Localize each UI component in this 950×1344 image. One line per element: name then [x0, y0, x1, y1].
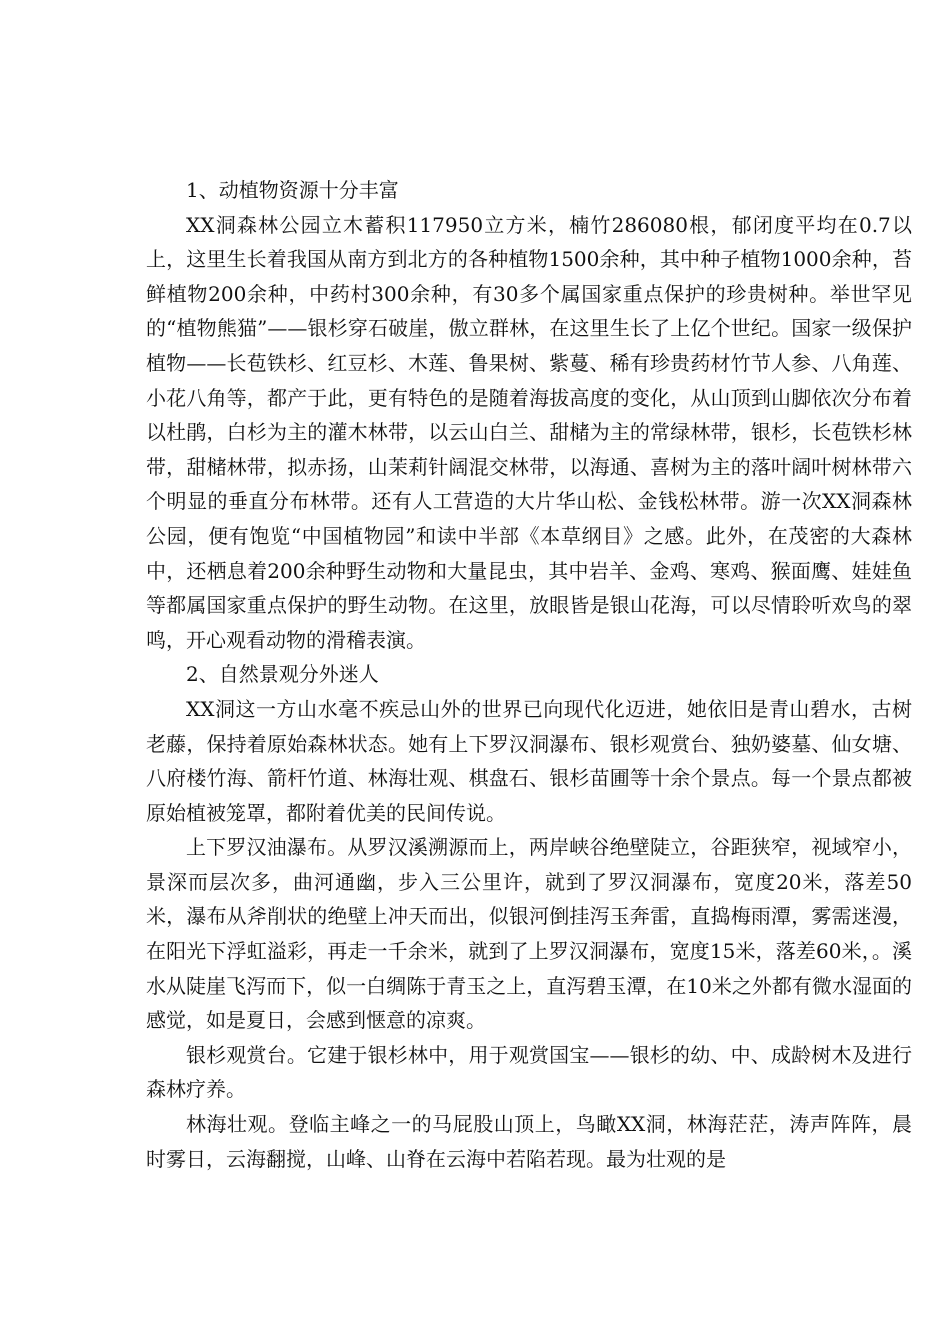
paragraph-forest-sea: 林海壮观。登临主峰之一的马屁股山顶上，鸟瞰XX洞，林海茫茫，涛声阵阵，晨时雾日，云海翻搅，山峰、山脊在云海中若陷若现。最为壮观的是 [146, 1112, 912, 1171]
paragraph-luohan-waterfall: 上下罗汉油瀑布。从罗汉溪溯源而上，两岸峡谷绝壁陡立，谷距狭窄，视域窄小，景深而层次多，曲河通幽，步入三公里许，就到了罗汉洞瀑布，宽度20米，落差50米，瀑布从斧削状的绝壁上冲天而出，似银河倒挂泻玉奔雷，直捣梅雨潭，雾需迷漫，在阳光下浮虹溢彩，再走一千余米，就到了上罗汉洞瀑布，宽度15米，落差60米，。溪水从陡崖飞泻而下，似一白绸陈于青玉之上，直泻碧玉潭，在10米之外都有微水湿面的感觉，如是夏日，会感到惬意的凉爽。 [146, 835, 912, 1033]
document-body [146, 173, 912, 1176]
paragraph-flora-fauna: XX洞森林公园立木蓄积117950立方米，楠竹286080根，郁闭度平均在0.7以上，这里生长着我国从南方到北方的各种植物1500余种，其中种子植物1000余种，苔鲜植物200余种，中药村300余种，有30多个属国家重点保护的珍贵树种。举世罕见的“植物熊猫”——银杉穿石破崖，傲立群林，在这里生长了上亿个世纪。国家一级保护植物——长苞铁杉、红豆杉、木莲、鲁果树、紫蔓、稀有珍贵药材竹节人参、八角莲、小花八角等，都产于此，更有特色的是随着海拔高度的变化，从山顶到山脚依次分布着以杜鹃，白杉为主的灌木林带，以云山白兰、甜槠为主的常绿林带，银杉，长苞铁杉林带，甜槠林带，拟赤扬，山茉莉针阔混交林带，以海通、喜树为主的落叶阔叶树林带六个明显的垂直分布林带。还有人工营造的大片华山松、金钱松林带。游一次XX洞森林公园，便有饱览“中国植物园”和读中半部《本草纲目》之感。此外，在茂密的大森林中，还栖息着200余种野生动物和大量昆虫，其中岩羊、金鸡、寒鸡、猴面鹰、娃娃鱼等都属国家重点保护的野生动物。在这里，放眼皆是银山花海，可以尽情聆听欢鸟的翠鸣，开心观看动物的滑稽表演。 [146, 212, 912, 652]
section-heading-natural-scenery: 2、自然景观分外迷人 [186, 662, 379, 687]
paragraph-silver-fir-platform: 银杉观赏台。它建于银杉林中，用于观赏国宝——银杉的幼、中、成龄树木及进行森林疗养。 [146, 1042, 912, 1102]
section-heading-flora-fauna: 1、动植物资源十分丰富 [186, 178, 399, 202]
paragraph-scenery-overview: XX洞这一方山水毫不疾忌山外的世界已向现代化迈进，她依旧是青山碧水，古树老藤，保持着原始森林状态。她有上下罗汉洞瀑布、银杉观赏台、独奶婆墓、仙女塘、八府楼竹海、箭杆竹道、林海壮观、棋盘石、银杉苗圃等十余个景点。每一个景点都被原始植被笼罩，都附着优美的民间传说。 [146, 696, 912, 825]
